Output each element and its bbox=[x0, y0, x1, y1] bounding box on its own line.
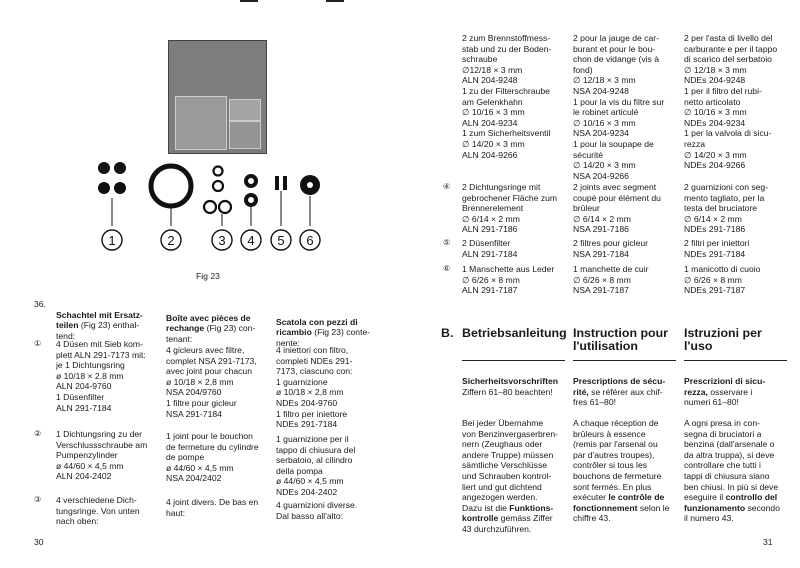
item36-it: Scatola con pezzi di ricambio (Fig 23) conte- nente: bbox=[276, 316, 371, 348]
large-seal-ring bbox=[151, 166, 191, 206]
entry-5-fr: 2 filtres pour gicleur NSA 291-7184 bbox=[573, 238, 648, 259]
section-rule-de bbox=[462, 360, 565, 361]
entry-3-de: 4 verschiedene Dich- tungsringe. Von unten nach oben: bbox=[56, 495, 140, 527]
entry-6-fr: 1 manchette de cuir ∅ 6/26 × 8 mm NSA 291-7187 bbox=[573, 264, 649, 296]
body-de: Bei jeder Übernahme von Benzinvergaserbren- nern (Zeughaus oder andere Truppe) müssen sämtliche Verschlüsse und Schrauben kontrol- liert und gut dichtend angezogen werden. Dazu ist die Funktions- kontrolle gemäss Ziffer 43 durchzuführen. bbox=[462, 418, 559, 534]
figure-number-3: 3 bbox=[218, 233, 226, 248]
figure-number-1: 1 bbox=[108, 233, 116, 248]
entry-1-it: 4 iniettori con filtro, completi NDEs 291- 7173, ciascuno con: 1 guarnizione ø 10/18 × 2,8 mm NDEs 204-9760 1 filtro per iniettore NDEs 291-7184 bbox=[276, 345, 353, 430]
entry-1-de: 4 Düsen mit Sieb kom- plett ALN 291-7173 mit: je 1 Dichtungsring ø 10/18 × 2,8 mm ALN 204-9760 1 Düsenfilter ALN 291-7184 bbox=[56, 339, 146, 413]
entry-marker-3: ③ bbox=[34, 495, 42, 504]
entry-6-de: 1 Manschette aus Leder ∅ 6/26 × 8 mm ALN 291-7187 bbox=[462, 264, 555, 296]
figure-number-4: 4 bbox=[247, 233, 255, 248]
entry-marker-4: ④ bbox=[443, 182, 451, 191]
entry-3-it: 4 guarnizioni diverse. Dal basso all'alto: bbox=[276, 500, 358, 521]
crop-mark-right bbox=[326, 0, 344, 2]
entry-4-it: 2 guarnizioni con seg- mento tagliato, per la testa del bruciatore ∅ 6/14 × 2 mm NDEs 291-7186 bbox=[684, 182, 769, 235]
safety-de: Sicherheitsvorschriften Ziffern 61–80 beachten! bbox=[462, 376, 558, 397]
figure-number-5: 5 bbox=[277, 233, 285, 248]
safety-fr: Prescriptions de sécu- rité, se référer aux chif- fres 61–80! bbox=[573, 376, 666, 408]
entry-4-fr: 2 joints avec segment coupé pour élément du brûleur ∅ 6/14 × 2 mm NSA 291-7186 bbox=[573, 182, 661, 235]
entry-3-fr: 4 joint divers. De bas en haut: bbox=[166, 497, 259, 518]
seals-top-de: 2 zum Brennstoffmess- stab und zu der Boden- schraube ∅12/18 × 3 mm ALN 204-9248 1 zu der Filterschraube am Gelenkhahn ∅ 10/16 × 3 mm ALN 204-9234 1 zum Sicherheitsventil ∅ 14/20 × 3 mm ALN 204-9266 bbox=[462, 33, 552, 160]
parts-illustration bbox=[92, 152, 337, 262]
body-fr: A chaque réception de brûleurs à essence (remis par l'arsenal ou par d'autres troupes), contrôler si tous les bouchons de fermeture sont fermés. En plus exécuter le contrôle de fonctionnement selon le chiffre 43. bbox=[573, 418, 670, 524]
entry-2-fr: 1 joint pour le bouchon de fermeture du cylindre de pompe ø 44/60 × 4,5 mm NSA 204/2402 bbox=[166, 431, 259, 484]
section-letter: B. bbox=[441, 326, 454, 340]
nozzle-parts bbox=[98, 162, 126, 194]
entry-marker-1: ① bbox=[34, 339, 42, 348]
entry-marker-2: ② bbox=[34, 429, 42, 438]
section-heading-de: Betriebsanleitung bbox=[462, 326, 567, 340]
entry-6-it: 1 manicotto di cuoio ∅ 6/26 × 8 mm NDEs 291-7187 bbox=[684, 264, 761, 296]
section-heading-fr: Instruction pour l'utilisation bbox=[573, 326, 668, 354]
seals-top-fr: 2 pour la jauge de car- burant et pour le bou- chon de vidange (vis à fond) ∅ 12/18 × 3 mm NSA 204-9248 1 pour la vis du filtre sur le robinet articulé ∅ 10/16 × 3 mm NSA 204-9234 1 pour la soupape de sécurité ∅ 14/20 × 3 mm NSA 204-9266 bbox=[573, 33, 665, 181]
entry-1-fr: 4 gicleurs avec filtre, complet NSA 291-7173, avec joint pour chacun ø 10/18 × 2,8 mm NSA 204/9760 1 filtre pour gicleur NSA 291-7184 bbox=[166, 345, 257, 419]
section-rule-it bbox=[684, 360, 787, 361]
entry-5-de: 2 Düsenfilter ALN 291-7184 bbox=[462, 238, 518, 259]
entry-marker-5: ⑤ bbox=[443, 238, 451, 247]
page-number-right: 31 bbox=[763, 537, 773, 547]
entry-4-de: 2 Dichtungsringe mit gebrochener Fläche zum Brennerelement ∅ 6/14 × 2 mm ALN 291-7186 bbox=[462, 182, 558, 235]
item36-de: Schachtel mit Ersatz-teilen (Fig 23) enthal- tend: bbox=[56, 309, 143, 341]
seals-top-it: 2 per l'asta di livello del carburante e per il tappo di scarico del serbatoio ∅ 12/18 × 3 mm NDEs 204-9248 1 per il filtro del rubi- netto articolato ∅ 10/16 × 3 mm NDEs 204-9234 1 per la valvola di sicu- rezza ∅ 14/20 × 3 mm NDEs 204-9266 bbox=[684, 33, 778, 171]
figure-number-6: 6 bbox=[306, 233, 314, 248]
item-number: 36. bbox=[34, 299, 46, 309]
body-it: A ogni presa in con- segna di bruciatori a benzina (dall'arsenale o da altra truppa), si deve controllare che tutti i tappi di chiusura siano ben chiusi. In più si deve eseguire il controllo del funzionamento secondo il numero 43. bbox=[684, 418, 780, 524]
figure-number-2: 2 bbox=[167, 233, 175, 248]
item36-fr: Boîte avec pièces de rechange (Fig 23) con- tenant: bbox=[166, 312, 256, 344]
entry-marker-6: ⑥ bbox=[443, 264, 451, 273]
crop-mark-left bbox=[240, 0, 258, 2]
parts-box-photo bbox=[168, 40, 267, 154]
figure-caption: Fig 23 bbox=[196, 271, 220, 281]
page-number-left: 30 bbox=[34, 537, 44, 547]
entry-2-de: 1 Dichtungsring zu der Verschlussschraube am Pumpenzylinder ø 44/60 × 4,5 mm ALN 204-2402 bbox=[56, 429, 148, 482]
entry-5-it: 2 filtri per iniettori NDEs 291-7184 bbox=[684, 238, 750, 259]
section-rule-fr bbox=[573, 360, 676, 361]
safety-it: Prescrizioni di sicu- rezza, osservare i numeri 61–80! bbox=[684, 376, 766, 408]
entry-2-it: 1 guarnizione per il tappo di chiusura del serbatoio, al cilindro della pompa ø 44/60 × 4,5 mm NDEs 204-2402 bbox=[276, 434, 356, 497]
section-heading-it: Istruzioni per l'uso bbox=[684, 326, 762, 354]
